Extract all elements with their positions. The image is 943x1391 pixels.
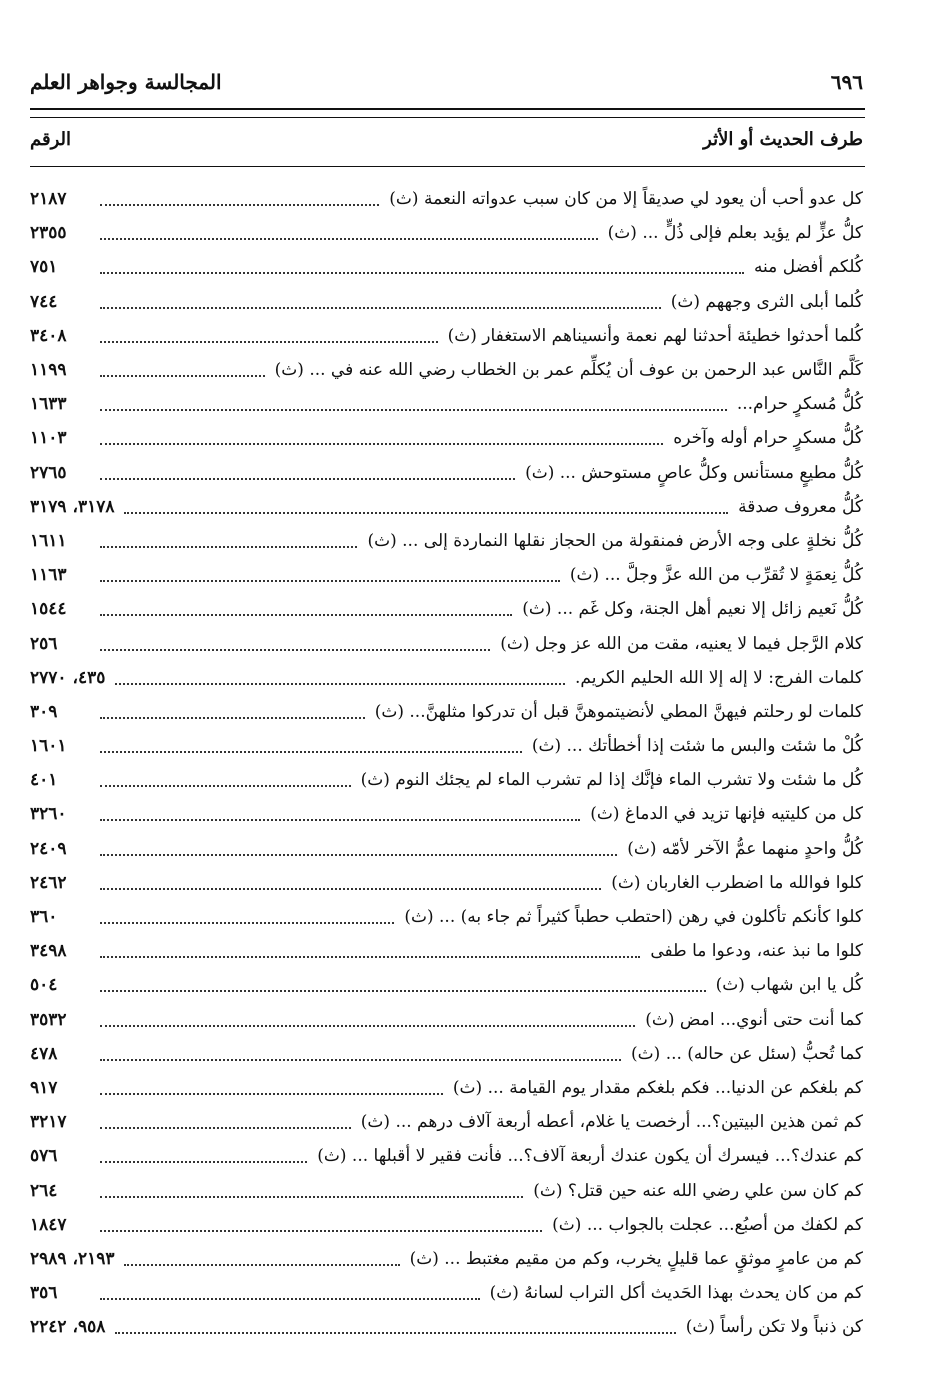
entry-reference-numbers: ١٦٣٣ <box>30 394 67 415</box>
text-column-heading: طرف الحديث أو الأثر <box>703 128 863 150</box>
header-rule-thin <box>30 117 865 118</box>
entry-reference-numbers: ٢٤٠٩ <box>30 838 67 859</box>
index-entry <box>30 1139 863 1173</box>
entry-text: كُلما أحدثوا خطيئة أحدثنا لهم نعمة وأنسيناهم الاستغفار (ث) <box>447 325 863 346</box>
entry-reference-numbers: ٣٥٣٢ <box>30 1009 67 1030</box>
entry-reference-numbers: ٢٣٥٥ <box>30 223 67 244</box>
number-column-heading: الرقم <box>30 128 72 150</box>
index-entry <box>30 797 863 831</box>
entry-text: كُلُّ مطيعٍ مستأنس وكلُّ عاصٍ مستوحش ... (ث) <box>525 462 863 483</box>
dot-leader <box>100 956 640 958</box>
entry-text: كم ثمن هذين البيتين؟... أرخصت يا غلام، أعطه أربعة آلاف درهم ... (ث) <box>360 1112 863 1133</box>
entry-text: كُلْ ما شئت والبس ما شئت إذا أخطأتك ... (ث) <box>531 736 863 757</box>
entry-text: كُلكم أفضل منه <box>753 257 863 278</box>
index-entries <box>30 182 863 1344</box>
book-title: المجالسة وجواهر العلم <box>30 70 222 94</box>
entry-text: كُلُّ معروف صدقة <box>738 496 863 517</box>
entry-reference-numbers: ٣١٧٨، ٣١٧٩ <box>30 496 115 517</box>
index-entry <box>30 900 863 934</box>
dot-leader <box>100 1025 635 1027</box>
index-entry <box>30 456 863 490</box>
index-entry <box>30 1310 863 1344</box>
dot-leader <box>100 1196 523 1198</box>
entry-text: كلُّ عزٍّ لم يؤيد بعلم فإلى ذُلٍّ ... (ث) <box>607 223 863 244</box>
dot-leader <box>100 1161 307 1163</box>
entry-text: كُل ما شئت ولا تشرب الماء فإنَّك إذا لم تشرب الماء لم يجئك النوم (ث) <box>360 770 863 791</box>
dot-leader <box>100 478 515 480</box>
entry-text: كما تُحبُّ (سئل عن حاله) ... (ث) <box>631 1043 863 1064</box>
entry-text: كل من كليتيه فإنها تزيد في الدماغ (ث) <box>590 804 863 825</box>
dot-leader <box>100 888 601 890</box>
entry-reference-numbers: ٥٧٦ <box>30 1146 58 1167</box>
index-entry <box>30 866 863 900</box>
header-rule-thick <box>30 108 865 110</box>
index-entry <box>30 1105 863 1139</box>
index-entry <box>30 421 863 455</box>
entry-reference-numbers: ٢١٩٣، ٢٩٨٩ <box>30 1248 115 1269</box>
entry-reference-numbers: ٤٠١ <box>30 770 58 791</box>
index-entry <box>30 250 863 284</box>
dot-leader <box>100 238 598 240</box>
entry-reference-numbers: ١١٩٩ <box>30 360 67 381</box>
entry-reference-numbers: ٤٧٨ <box>30 1043 58 1064</box>
index-entry <box>30 182 863 216</box>
entry-text: كُلما أبلى الثرى وجههم (ث) <box>670 291 863 312</box>
entry-reference-numbers: ٣٢١٧ <box>30 1112 67 1133</box>
entry-reference-numbers: ١٨٤٧ <box>30 1214 67 1235</box>
page-number: ٦٩٦ <box>830 70 863 94</box>
entry-text: كم لكفك من أصبُع... عجلت بالجواب ... (ث) <box>552 1214 863 1235</box>
entry-text: كم من عامرٍ موثقٍ عما قليلٍ يخرب، وكم من مقيم مغتبط ... (ث) <box>409 1248 863 1269</box>
entry-reference-numbers: ١١٦٣ <box>30 565 67 586</box>
entry-text: كُلُّ واحدٍ منهما عمُّ الآخر لأمّه (ث) <box>627 838 863 859</box>
entry-reference-numbers: ٧٤٤ <box>30 291 58 312</box>
entry-reference-numbers: ١٦١١ <box>30 530 67 551</box>
entry-reference-numbers: ٥٠٤ <box>30 975 58 996</box>
dot-leader <box>115 1332 675 1334</box>
dot-leader <box>100 580 560 582</box>
entry-text: كُلُّ نخلةٍ على وجه الأرض فمنقولة من الحجاز نقلها النماردة إلى ... (ث) <box>367 530 863 551</box>
index-entry <box>30 285 863 319</box>
entry-reference-numbers: ٣٤٠٨ <box>30 325 67 346</box>
index-entry <box>30 319 863 353</box>
dot-leader <box>124 1264 399 1266</box>
dot-leader <box>100 1093 443 1095</box>
entry-reference-numbers: ٢٦٤ <box>30 1180 58 1201</box>
entry-reference-numbers: ٢٥٦ <box>30 633 58 654</box>
entry-text: كما أنت حتى أنوي... امض (ث) <box>645 1009 863 1030</box>
entry-reference-numbers: ٣٦٠ <box>30 907 58 928</box>
dot-leader <box>100 1059 621 1061</box>
index-entry <box>30 558 863 592</box>
dot-leader <box>100 922 394 924</box>
column-headings <box>30 120 863 158</box>
entry-text: كَلَّم النَّاس عبد الرحمن بن عوف أن يُكلِّم عمر بن الخطاب رضي الله عنه في ... (ث) <box>274 360 863 381</box>
dot-leader <box>115 683 565 685</box>
dot-leader <box>100 1230 542 1232</box>
entry-reference-numbers: ٤٣٥، ٢٧٧٠ <box>30 667 106 688</box>
entry-reference-numbers: ٣٠٩ <box>30 701 58 722</box>
dot-leader <box>100 272 744 274</box>
dot-leader <box>100 785 351 787</box>
entry-reference-numbers: ٣٥٦ <box>30 1283 58 1304</box>
index-entry <box>30 1003 863 1037</box>
entry-text: كم بلغكم عن الدنيا... فكم بلغكم مقدار يوم القيامة ... (ث) <box>452 1077 863 1098</box>
index-entry <box>30 1208 863 1242</box>
entry-text: كُل يا ابن شهاب (ث) <box>715 975 863 996</box>
entry-reference-numbers: ٩١٧ <box>30 1077 58 1098</box>
entry-text: كل عدو أحب أن يعود لي صديقاً إلا من كان سبب عدواته النعمة (ث) <box>389 189 863 210</box>
index-entry <box>30 1242 863 1276</box>
dot-leader <box>100 819 580 821</box>
index-entry <box>30 387 863 421</box>
entry-reference-numbers: ٢١٨٧ <box>30 189 67 210</box>
dot-leader <box>100 614 512 616</box>
index-entry <box>30 1276 863 1310</box>
running-header <box>30 62 863 102</box>
entry-text: كلمات لو رحلتم فيهنَّ المطي لأنضيتموهنَّ قبل أن تدركوا مثلهنَّ... (ث) <box>374 701 863 722</box>
entry-reference-numbers: ٧٥١ <box>30 257 58 278</box>
entry-text: كُلُّ نِعمَةٍ لا تُقرِّب من الله عزَّ وجلَّ ... (ث) <box>569 565 863 586</box>
index-entry <box>30 626 863 660</box>
dot-leader <box>100 375 265 377</box>
entry-reference-numbers: ٣٤٩٨ <box>30 941 67 962</box>
index-entry <box>30 968 863 1002</box>
index-entry <box>30 729 863 763</box>
index-entry <box>30 934 863 968</box>
index-entry <box>30 1173 863 1207</box>
entry-text: كلمات الفرج: لا إله إلا الله الحليم الكريم. <box>575 667 863 688</box>
entry-text: كم عندك؟... فيسرك أن يكون عندك أربعة آلاف؟... فأنت فقير لا أقبلها ... (ث) <box>317 1146 863 1167</box>
dot-leader <box>100 1298 480 1300</box>
dot-leader <box>100 649 490 651</box>
index-entry <box>30 490 863 524</box>
column-heading-rule <box>30 166 865 167</box>
entry-text: كلوا كأنكم تأكلون في رهن (احتطب حطباً كثيراً ثم جاء به) ... (ث) <box>404 907 863 928</box>
entry-text: كُلُّ نَعيم زائل إلا نعيم أهل الجنة، وكل غَم ... (ث) <box>522 599 863 620</box>
index-entry <box>30 216 863 250</box>
dot-leader <box>100 443 663 445</box>
entry-text: كلوا فوالله ما اضطرب الغاربان (ث) <box>611 872 863 893</box>
index-entry <box>30 524 863 558</box>
entry-text: كم من كان يحدث بهذا الحَديث أكل التراب لسانهُ (ث) <box>489 1283 863 1304</box>
entry-reference-numbers: ٩٥٨، ٢٢٤٢ <box>30 1317 106 1338</box>
entry-text: كلوا ما نبذ عنه، ودعوا ما طفى <box>650 941 863 962</box>
dot-leader <box>100 854 617 856</box>
index-entry <box>30 763 863 797</box>
entry-reference-numbers: ٢٧٦٥ <box>30 462 67 483</box>
index-entry <box>30 661 863 695</box>
entry-text: كُلُّ مُسكرٍ حرام... <box>736 394 863 415</box>
entry-text: كم كان سن علي رضي الله عنه حين قتل؟ (ث) <box>533 1180 863 1201</box>
index-entry <box>30 832 863 866</box>
index-entry <box>30 592 863 626</box>
dot-leader <box>100 341 438 343</box>
dot-leader <box>100 409 727 411</box>
dot-leader <box>100 204 379 206</box>
index-entry <box>30 1071 863 1105</box>
entry-reference-numbers: ٣٢٦٠ <box>30 804 67 825</box>
dot-leader <box>100 546 357 548</box>
entry-text: كُلُّ مسكرٍ حرام أوله وآخره <box>673 428 863 449</box>
index-entry <box>30 1037 863 1071</box>
dot-leader <box>100 717 365 719</box>
dot-leader <box>124 512 728 514</box>
dot-leader <box>100 307 661 309</box>
entry-reference-numbers: ١١٠٣ <box>30 428 67 449</box>
dot-leader <box>100 751 522 753</box>
entry-reference-numbers: ١٦٠١ <box>30 736 67 757</box>
entry-text: كن ذنباً ولا تكن رأساً (ث) <box>685 1317 863 1338</box>
entry-reference-numbers: ١٥٤٤ <box>30 599 67 620</box>
index-entry <box>30 695 863 729</box>
entry-text: كلام الرَّجل فيما لا يعنيه، مقت من الله عز وجل (ث) <box>500 633 863 654</box>
entry-reference-numbers: ٢٤٦٢ <box>30 872 67 893</box>
index-entry <box>30 353 863 387</box>
dot-leader <box>100 1127 351 1129</box>
dot-leader <box>100 990 706 992</box>
